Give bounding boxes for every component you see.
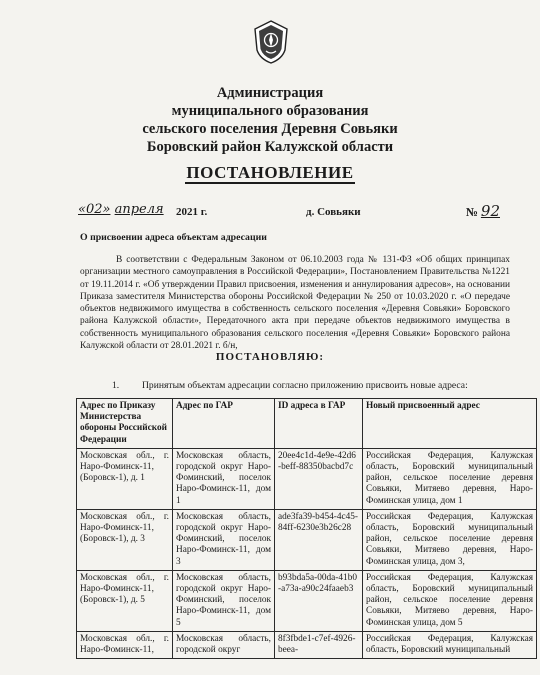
cell-gar-id: 20ee4c1d-4e9e-42d6-beff-88350bacbd7c — [275, 448, 363, 509]
cell-new-address: Российская Федерация, Калужская область, Боровский муниципальный — [363, 631, 537, 658]
document-place: д. Совьяки — [306, 206, 361, 218]
org-line-1: Администрация — [216, 85, 324, 101]
preamble-paragraph: В соответствии с Федеральным Законом от 06.10.2003 года № 131-ФЗ «Об общих принципах организации местного самоуправления в Российской Федерации», Постановлением Правительства №1221 от 19.11.2014 г. «Об утверждении Правил присвоения, изменения и аннулирования адресов», на основании Приказа заместителя Министерства обороны Российской Федерации № 250 от 10.03.2020 г. «О передаче объектов недвижимого имущества в собственность сельского поселения «Деревня Совьяки» Боровского района Калужской области», Передаточного акта при передаче объектов недвижимого имущества в собственность муниципального образования сельского поселения «Деревня Совьяки» Боровского района Калужской области от 28.01.2021 г. б/н, — [80, 255, 510, 352]
date-year: 2021 г. — [176, 206, 208, 218]
decree-heading: ПОСТАНОВЛЯЮ: — [215, 351, 325, 363]
cell-mo-address: Московская обл., г. Наро-Фоминск-11, (Боровск-1), д. 3 — [77, 509, 173, 570]
column-header-mo-address: Адрес по Приказу Министерства обороны Российской Федерации — [77, 399, 173, 449]
cell-gar-id: ade3fa39-b454-4c45-84ff-6230e3b26c28 — [275, 509, 363, 570]
cell-new-address: Российская Федерация, Калужская область, Боровский муниципальный район, сельское поселение деревня Совьяки, Митяево деревня, Наро-Фоминская улица, дом 5 — [363, 570, 537, 631]
table-row — [77, 570, 537, 631]
cell-new-address: Российская Федерация, Калужская область, Боровский муниципальный район, сельское поселение деревня Совьяки, Митяево деревня, Наро-Фоминская улица, дом 3, — [363, 509, 537, 570]
cell-gar-address: Московская область, городской округ Наро-Фоминский, поселок Наро-Фоминск-11, дом 1 — [173, 448, 275, 509]
document-type-title: ПОСТАНОВЛЕНИЕ — [186, 163, 354, 182]
org-line-4: Боровский район Калужской области — [146, 139, 394, 155]
document-subject: О присвоении адреса объектам адресации — [80, 232, 267, 243]
cell-new-address: Российская Федерация, Калужская область, Боровский муниципальный район, сельское поселение деревня Совьяки, Митяево деревня, Наро-Фоминская улица, дом 1 — [363, 448, 537, 509]
cell-mo-address: Московская обл., г. Наро-Фоминск-11, (Боровск-1), д. 5 — [77, 570, 173, 631]
address-table — [76, 398, 537, 659]
cell-gar-address: Московская область, городской округ — [173, 631, 275, 658]
table-header-row — [77, 399, 537, 449]
cell-gar-id: 8f3fbde1-c7ef-4926-beea- — [275, 631, 363, 658]
cell-gar-address: Московская область, городской округ Наро-Фоминский, поселок Наро-Фоминск-11, дом 3 — [173, 509, 275, 570]
org-line-3: сельского поселения Деревня Совьяки — [142, 121, 398, 137]
cell-mo-address: Московская обл., г. Наро-Фоминск-11, (Боровск-1), д. 1 — [77, 448, 173, 509]
handwritten-date: «02» апреля — [78, 202, 164, 217]
cell-gar-address: Московская область, городской округ Наро-Фоминский, поселок Наро-Фоминск-11, дом 5 — [173, 570, 275, 631]
table-row — [77, 509, 537, 570]
column-header-gar-address: Адрес по ГАР — [173, 399, 275, 449]
org-line-2: муниципального образования — [171, 103, 369, 119]
document-number: № 92 — [465, 202, 500, 220]
table-row — [77, 448, 537, 509]
decree-item-1: 1. Принятым объектам адресации согласно приложению присвоить новые адреса: — [112, 380, 468, 391]
column-header-new-address: Новый присвоенный адрес — [363, 399, 537, 449]
table-row — [77, 631, 537, 658]
cell-gar-id: b93bda5a-00da-41b0-a73a-a90c24faaeb3 — [275, 570, 363, 631]
cell-mo-address: Московская обл., г. Наро-Фоминск-11, — [77, 631, 173, 658]
date-line — [78, 202, 512, 224]
column-header-gar-id: ID адреса в ГАР — [275, 399, 363, 449]
coat-of-arms-icon — [254, 20, 288, 64]
